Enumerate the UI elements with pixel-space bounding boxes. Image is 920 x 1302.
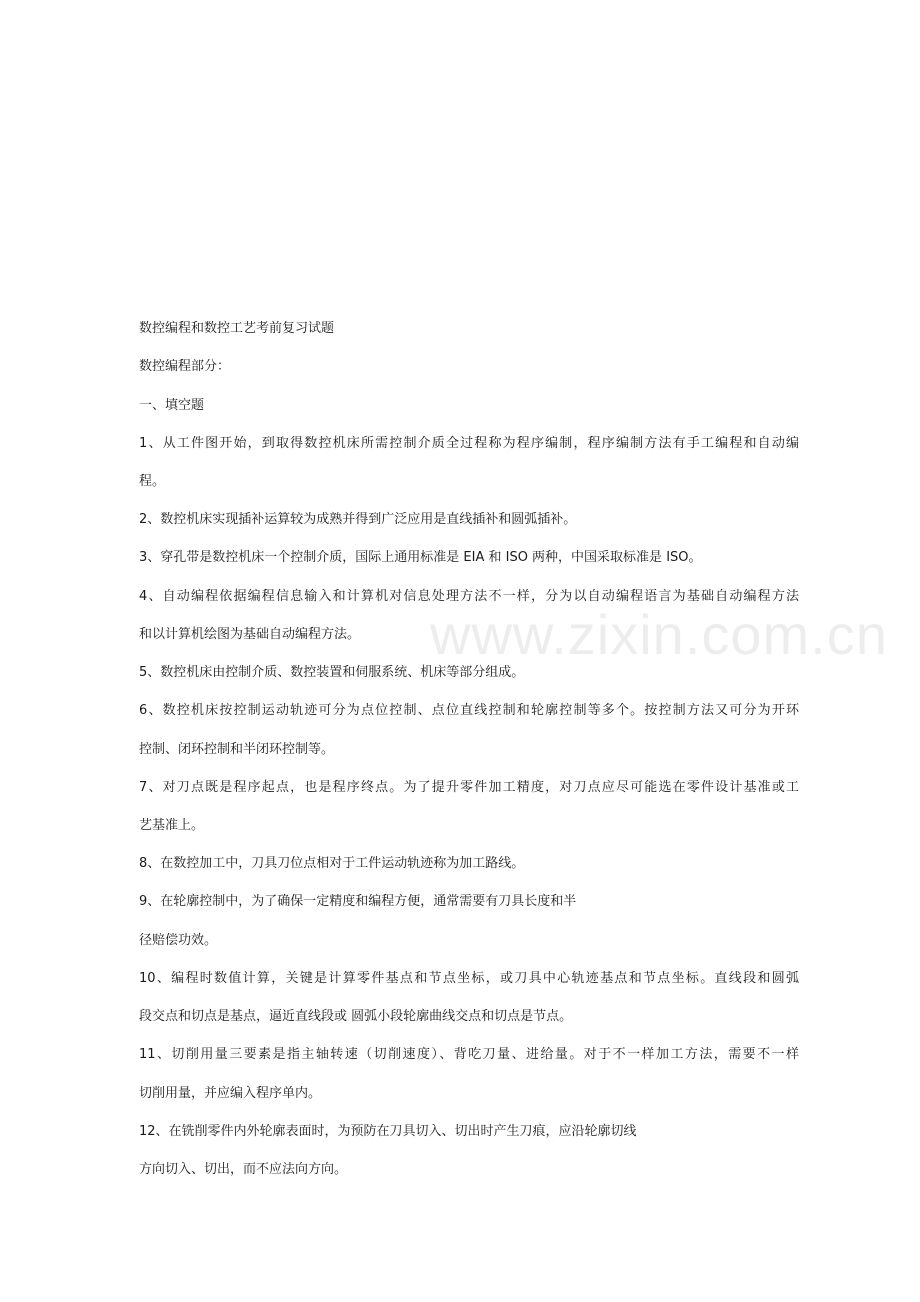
question-1-line-1: 1、从工件图开始，到取得数控机床所需控制介质全过程称为程序编制，程序编制方法有手工编程和自动编 [139,436,799,451]
question-6-line-1: 6、数控机床按控制运动轨迹可分为点位控制、点位直线控制和轮廓控制等多个。按控制方法又可分为开环 [139,703,799,718]
watermark: www.zixin.com.cn [430,603,888,666]
question-4-line-1: 4、自动编程依据编程信息输入和计算机对信息处理方法不一样，分为以自动编程语言为基础自动编程方法 [139,589,799,604]
question-3: 3、穿孔带是数控机床一个控制介质，国际上通用标准是 EIA 和 ISO 两种，中国采取标准是 ISO。 [139,550,702,565]
question-9-line-2: 径赔偿功效。 [139,933,218,948]
question-9-line-1: 9、在轮廓控制中，为了确保一定精度和编程方便，通常需要有刀具长度和半 [139,894,577,909]
question-8: 8、在数控加工中，刀具刀位点相对于工件运动轨迹称为加工路线。 [139,856,525,871]
question-2: 2、数控机床实现插补运算较为成熟并得到广泛应用是直线插补和圆弧插补。 [139,512,577,527]
question-12-line-2: 方向切入、切出，而不应法向方向。 [139,1162,348,1177]
question-11-line-2: 切削用量，并应编入程序单内。 [139,1086,322,1101]
question-7-line-1: 7、对刀点既是程序起点，也是程序终点。为了提升零件加工精度，对刀点应尽可能选在零件设计基准或工 [139,780,799,795]
document-title: 数控编程和数控工艺考前复习试题 [139,321,335,336]
question-10-line-2: 段交点和切点是基点，逼近直线段或 圆弧小段轮廓曲线交点和切点是节点。 [139,1009,573,1024]
question-4-line-2: 和以计算机绘图为基础自动编程方法。 [139,627,361,642]
question-1-line-2: 程。 [139,474,166,489]
question-12-line-1: 12、在铣削零件内外轮廓表面时，为预防在刀具切入、切出时产生刀痕，应沿轮廓切线 [139,1124,637,1139]
question-6-line-2: 控制、闭环控制和半闭环控制等。 [139,742,335,757]
question-10-line-1: 10、编程时数值计算，关键是计算零件基点和节点坐标，或刀具中心轨迹基点和节点坐标。直线段和圆弧 [139,971,799,986]
subsection-heading: 一、填空题 [139,398,205,413]
question-5: 5、数控机床由控制介质、数控装置和伺服系统、机床等部分组成。 [139,665,525,680]
section-heading: 数控编程部分： [139,359,231,374]
question-11-line-1: 11、切削用量三要素是指主轴转速（切削速度）、背吃刀量、进给量。对于不一样加工方法，需要不一样 [139,1047,799,1062]
question-7-line-2: 艺基准上。 [139,818,205,833]
